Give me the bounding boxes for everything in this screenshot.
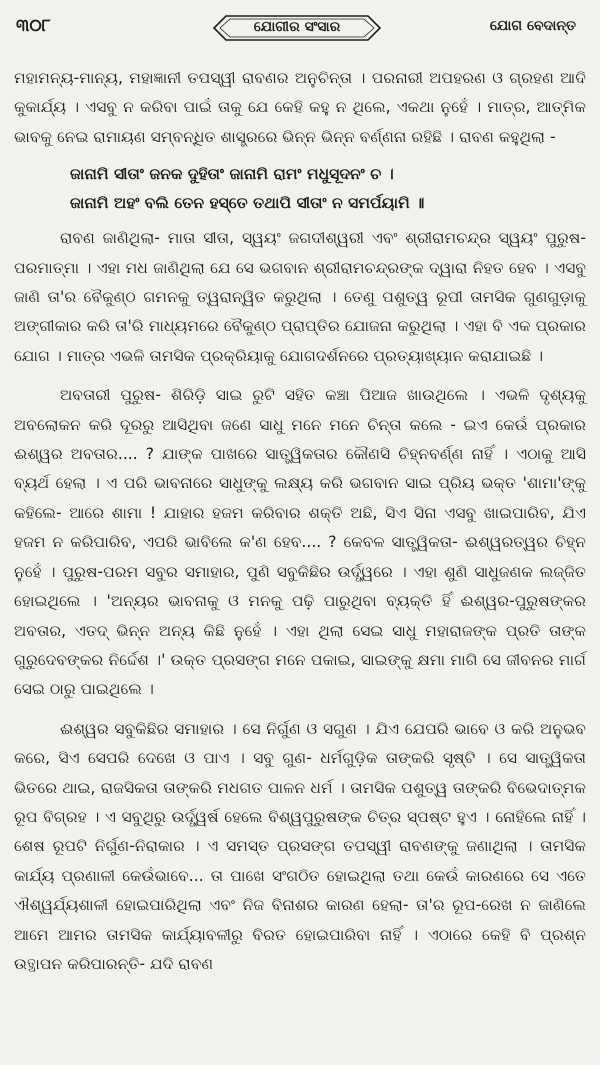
running-head: ଯୋଗ ବେଦାନ୍ତ	[489, 18, 576, 34]
page-header	[0, 14, 600, 50]
verse-line-1: ଜାନାମି ସୀତାଂ ଜନକ ଦୁହିତାଂ ଜାନାମି ରାମଂ ମଧୁସୂଦନଂ ଚ ।	[70, 165, 394, 184]
paragraph-4: ଈଶ୍ୱର ସବୁକିଛିର ସମାହାର । ସେ ନିର୍ଗୁଣ ଓ ସଗୁଣ । ଯିଏ ଯେପରି ଭାବେ ଓ କରି ଅନୁଭବ କରେ, ସିଏ ସେପରି ଦେଖେ ଓ ପାଏ । ସବୁ ଗୁଣ- ଧର୍ମଗୁଡ଼ିକ ତାଙ୍କରି ସୃଷ୍ଟି । ସେ ସାତ୍ତ୍ୱିକତା ଭିତରେ ଥାଇ, ରାଜସିକତା ତାଙ୍କରି ମଧଗତ ପାଳନ ଧର୍ମ । ତାମସିକ ପଶୁତ୍ୱ ତାଙ୍କରି ବିଭେଦାତ୍ମକ ରୂପ ବିଗ୍ରହ । ଏ ସବୁଥିରୁ ଉର୍ଦ୍ଧ୍ୱର୍ଷ ହେଲେ ବିଶ୍ୱପୁରୁଷଙ୍କ ଚିତ୍ର ସ୍ପଷ୍ଟ ହୁଏ । ନୋହିଲେ ନାହିଁ । ଶେଷ ରୂପଟି ନିର୍ଗୁଣ-ନିରାକାର । ଏ ସମସ୍ତ ପ୍ରସଙ୍ଗ ତପସ୍ୱୀ ରାବଣଙ୍କୁ ଜଣାଥିଲା । ତାମସିକ କାର୍ଯ୍ୟ ପ୍ରଣାଳୀ କେଉଁଭାବେ... ତା ପାଖେ ସଂଗଠିତ ହୋଇଥିଲା ତଥା କେଉଁ କାରଣରେ ସେ ଏତେ ଐଶ୍ୱର୍ଯ୍ୟଶାଳୀ ହୋଇପାରିଥିଲା ଏବଂ ନିଜ ବିନାଶର କାରଣ ହେଲା- ତା'ର ରୂପ-ରେଖ ନ ଜାଣିଲେ ଆମେ ଆମର ତାମସିକ କାର୍ଯ୍ୟାବଳୀରୁ ବିରତ ହୋଇପାରିବା ନାହିଁ । ଏଠାରେ କେହି ବି ପ୍ରଶ୍ନ ଉତ୍ଥାପନ କରିପାରନ୍ତି- ଯଦି ରାବଣ	[14, 719, 586, 973]
paragraph-3: ଅବତାରୀ ପୁରୁଷ- ଶିରିଡ଼ି ସାଇ ରୁଟି ସହିତ କଞ୍ଚା ପିଆଜ ଖାଉଥିଲେ । ଏଭଳି ଦୃଶ୍ୟକୁ ଅବଲୋକନ କରି ଦୂରରୁ ଆସିଥିବା ଜଣେ ସାଧୁ ମନେ ମନେ ଚିନ୍ତା କଲେ - ଇଏ କେଉଁ ପ୍ରକାର ଈଶ୍ୱର ଅବତାର.... ? ଯାଙ୍କ ପାଖରେ ସାତ୍ତ୍ୱିକତାର କୌଣସି ଚିହ୍ନବର୍ଣ୍ଣ ନାହିଁ । ଏଠାକୁ ଆସି ବ୍ୟର୍ଥ ହେଲା । ଏ ପରି ଭାବନାରେ ସାଧୁଙ୍କୁ ଲକ୍ଷ୍ୟ କରି ଭଗବାନ ସାଇ ପ୍ରିୟ ଭକ୍ତ 'ଶାମା'ଙ୍କୁ କହିଲେ- ଆରେ ଶାମା ! ଯାହାର ହଜମ କରିବାର ଶକ୍ତି ଅଛି, ସିଏ ସିନା ଏସବୁ ଖାଇପାରିବ, ଯିଏ ହଜମ ନ କରିପାରିବ, ଏପରି ଭାବିଲେ କ'ଣ ହେବ.... ? କେବଳ ସାତ୍ତ୍ୱିକତା- ଈଶ୍ୱରତ୍ୱର ଚିହ୍ନ ନୁହେଁ । ପୁରୁଷ-ପରମ ସବୁର ସମାହାର, ପୁଣି ସବୁକିଛିର ଉର୍ଦ୍ଧ୍ୱରେ । ଏହା ଶୁଣି ସାଧୁଜଣକ ଲଜ୍ଜିତ ହୋଇଥିଲେ । 'ଅନ୍ୟର ଭାବନାକୁ ଓ ମନକୁ ପଢ଼ି ପାରୁଥିବା ବ୍ୟକ୍ତି ହିଁ ଈଶ୍ୱର-ପୁରୁଷଙ୍କର ଅବତାର, ଏତଦ୍ ଭିନ୍ନ ଅନ୍ୟ କିଛି ନୁହେଁ । ଏହା ଥିଲା ସେଇ ସାଧୁ ମହାରାଜଙ୍କ ପ୍ରତି ତାଙ୍କ ଗୁରୁଦେବଙ୍କର ନିର୍ଦ୍ଦେଶ ।' ଉକ୍ତ ପ୍ରସଙ୍ଗ ମନେ ପକାଇ, ସାଇଙ୍କୁ କ୍ଷମା ମାଗି ସେ ଜୀବନର ମାର୍ଗ ସେଇ ଠାରୁ ପାଇଥିଲେ ।	[14, 386, 586, 699]
verse-line-2: ଜାନାମି ଅହଂ ବଲି ତେନ ହସ୍ତେ ତଥାପି ସୀତାଂ ନ ସମର୍ପୟାମି ॥	[70, 194, 425, 213]
paragraph-1: ମହାମନ୍ୟ-ମାନ୍ୟ, ମହାଜ୍ଞାନୀ ତପସ୍ୱୀ ରାବଣର ଅନୁଚିନ୍ତା । ପରନାରୀ ଅପହରଣ ଓ ଗ୍ରହଣ ଆଦି କୁକାର୍ଯ୍ୟ । ଏସବୁ ନ କରିବା ପାଇଁ ତାକୁ ଯେ କେହି କହୁ ନ ଥିଲେ, ଏକଥା ନୁହେଁ । ମାତ୍ର, ଆତ୍ମିକ ଭାବକୁ ନେଇ ରାମାୟଣ ସମ୍ବନ୍ଧିତ ଶାସ୍ତ୍ରରେ ଭିନ୍ନ ଭିନ୍ନ ବର୍ଣ୍ଣନା ରହିଛି । ରାବଣ କହୁଥିଲା -	[14, 69, 586, 146]
sanskrit-verse	[14, 160, 586, 218]
banner-title: ଯୋଗୀର ସଂସାର	[253, 19, 341, 35]
page-body	[14, 64, 586, 979]
page-number: ୩୦୮	[16, 16, 51, 36]
paragraph-2: ରାବଣ ଜାଣିଥିଲା- ମାତା ସୀତା, ସ୍ୱୟଂ ଜଗଦୀଶ୍ୱରୀ ଏବଂ ଶ୍ରୀରାମଚନ୍ଦ୍ର ସ୍ୱୟଂ ପୁରୁଷ-ପରମାତ୍ମା । ଏହା ମଧ ଜାଣିଥିଲା ଯେ ସେ ଭଗବାନ ଶ୍ରୀରାମଚନ୍ଦ୍ରଙ୍କ ଦ୍ୱାରା ନିହତ ହେବ । ଏସବୁ ଜାଣି ତା'ର ବୈକୁଣ୍ଠ ଗମନକୁ ତ୍ୱରାନ୍ୱିତ କରୁଥିଲା । ତେଣୁ ପଶୁତ୍ୱ ରୂପୀ ତାମସିକ ଗୁଣଗୁଡ଼ାକୁ ଅଙ୍ଗୀକାର କରି ତା'ରି ମାଧ୍ୟମରେ ବୈକୁଣ୍ଠ ପ୍ରାପ୍ତିର ଯୋଜନା କରୁଥିଲା । ଏହା ବି ଏକ ପ୍ରକାର ଯୋଗ । ମାତ୍ର ଏଭଳି ତାମସିକ ପ୍ରକ୍ରିୟାକୁ ଯୋଗଦର୍ଶନରେ ପ୍ରତ୍ୟାଖ୍ୟାନ କରାଯାଇଛି ।	[14, 229, 586, 365]
chapter-banner	[212, 14, 382, 42]
